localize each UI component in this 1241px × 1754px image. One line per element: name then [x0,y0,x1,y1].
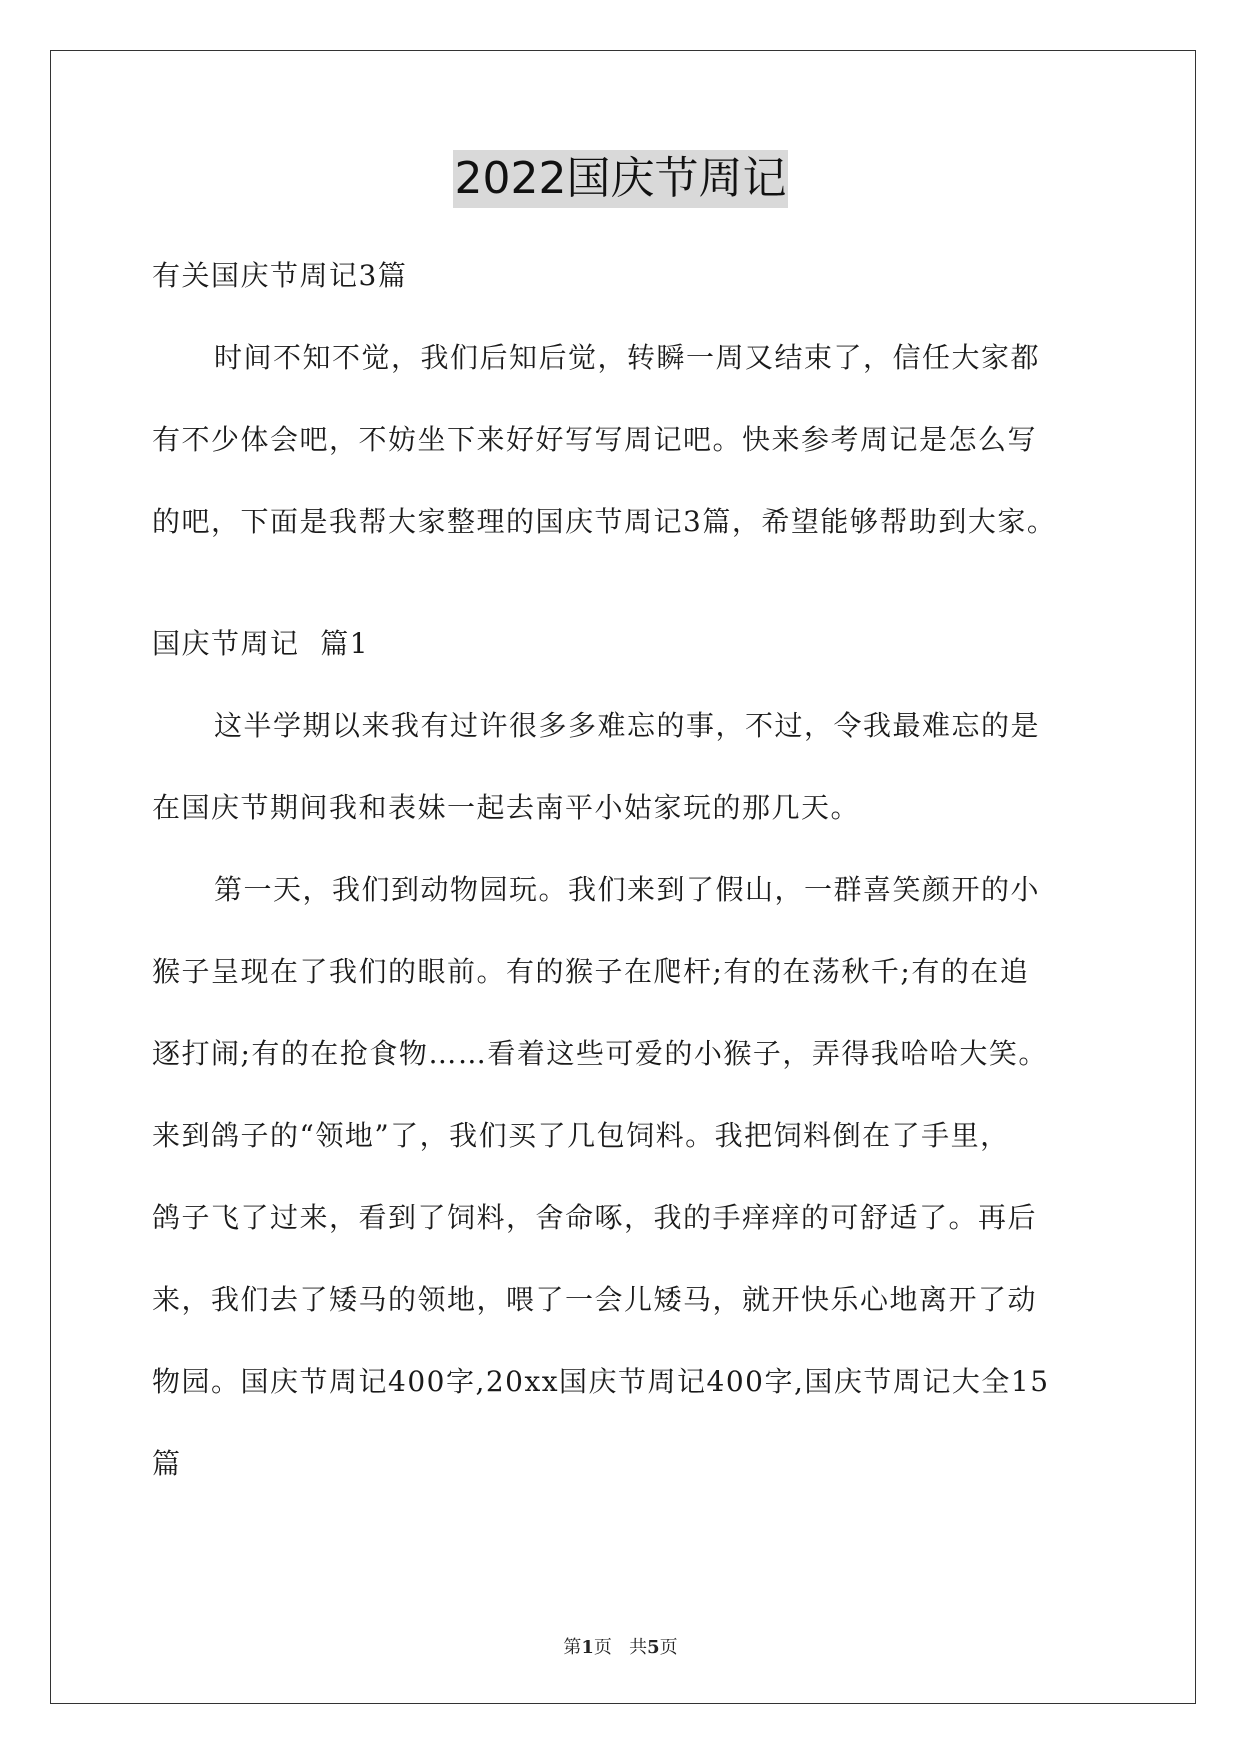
intro-line-1: 时间不知不觉，我们后知后觉，转瞬一周又结束了，信任大家都 [214,341,1041,374]
section-heading: 国庆节周记 篇1 [152,627,370,660]
para2-line-6: 来，我们去了矮马的领地，喂了一会儿矮马，就开快乐心地离开了动 [152,1283,1038,1316]
para2-line-8: 篇 [152,1447,182,1480]
para2-line-1: 第一天，我们到动物园玩。我们来到了假山，一群喜笑颜开的小 [214,873,1041,906]
section-gap [152,563,1092,603]
title-container [0,150,1241,208]
para1-line-1: 这半学期以来我有过许很多多难忘的事，不过，令我最难忘的是 [214,709,1041,742]
intro-line-2: 有不少体会吧，不妨坐下来好好写写周记吧。快来参考周记是怎么写 [152,423,1038,456]
para2-line-4: 来到鸽子的“领地”了，我们买了几包饲料。我把饲料倒在了手里， [152,1119,1010,1152]
footer-page-number: 1 [581,1637,594,1658]
footer-suffix: 页 [659,1637,678,1658]
footer-prefix: 第 [563,1637,582,1658]
document-title: 2022国庆节周记 [453,150,789,208]
footer-total-pages: 5 [647,1637,660,1658]
para2-line-3: 逐打闹;有的在抢食物……看着这些可爱的小猴子，弄得我哈哈大笑。 [152,1037,1048,1070]
document-body [152,235,1092,1505]
intro-line-3: 的吧，下面是我帮大家整理的国庆节周记3篇，希望能够帮助到大家。 [152,505,1057,538]
page-footer [0,1633,1241,1659]
para2-line-5: 鸽子飞了过来，看到了饲料，舍命啄，我的手痒痒的可舒适了。再后 [152,1201,1038,1234]
para1-line-2: 在国庆节期间我和表妹一起去南平小姑家玩的那几天。 [152,791,861,824]
intro-heading: 有关国庆节周记3篇 [152,259,408,292]
para2-line-2: 猴子呈现在了我们的眼前。有的猴子在爬杆;有的在荡秋千;有的在追 [152,955,1030,988]
para2-line-7: 物园。国庆节周记400字,20xx国庆节周记400字,国庆节周记大全15 [152,1365,1050,1398]
footer-middle: 页 共 [593,1637,648,1658]
